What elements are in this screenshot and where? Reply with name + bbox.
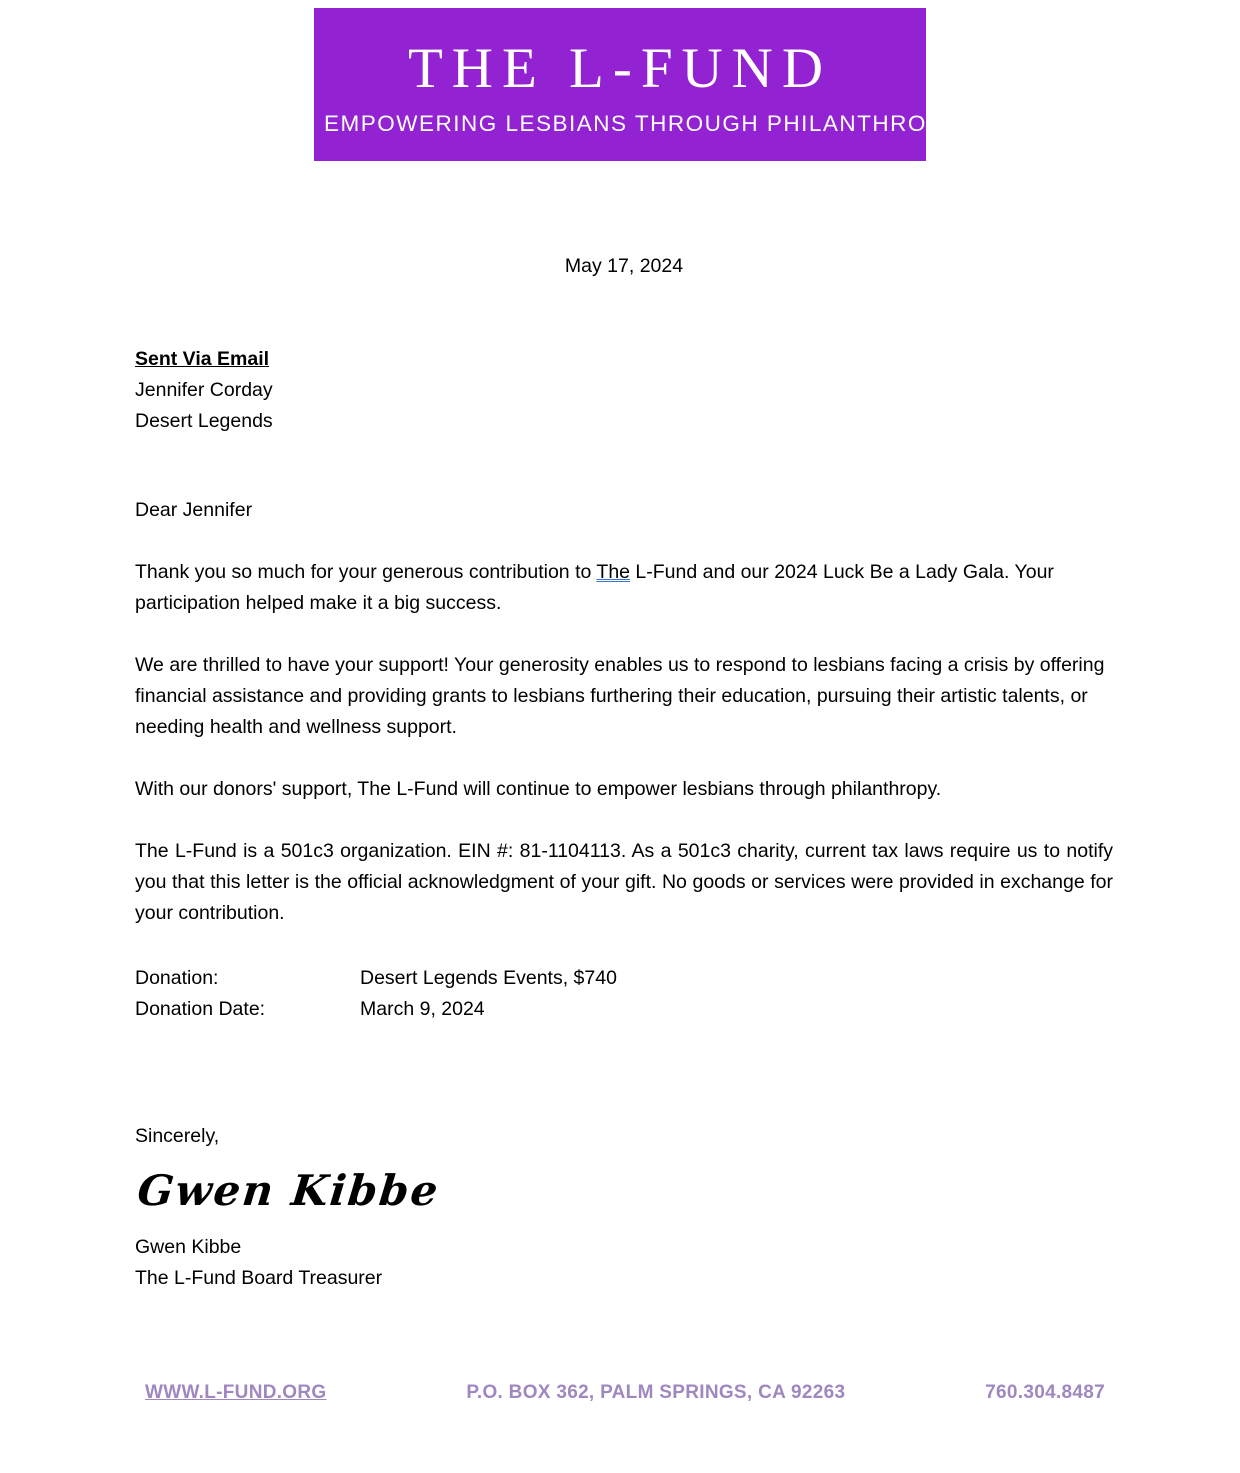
donation-date-label: Donation Date: [135, 998, 266, 1020]
signer-block [135, 1232, 1113, 1294]
recipient-name: Jennifer Corday [135, 379, 273, 401]
signer-title: The L-Fund Board Treasurer [135, 1267, 383, 1290]
donation-block [135, 963, 1113, 1025]
paragraph-support: We are thrilled to have your support! Your generosity enables us to respond to lesbians facing a crisis by offering financial assistance and providing grants to lesbians furthering their education, pursuing their artistic talents, or needing health and wellness support. [135, 654, 1105, 738]
paragraph-donors: With our donors' support, The L-Fund will continue to empower lesbians through philanthropy. [135, 778, 942, 800]
handwritten-signature: Gwen Kibbe [135, 1166, 443, 1215]
closing: Sincerely, [135, 1125, 220, 1147]
paragraph-thank-you [135, 557, 1113, 619]
salutation: Dear Jennifer [135, 499, 253, 521]
sent-via-email-label: Sent Via Email [135, 348, 270, 370]
donation-label: Donation: [135, 967, 219, 989]
org-banner [314, 8, 960, 161]
org-title: THE L-FUND [407, 37, 833, 100]
letter-body [0, 251, 1240, 1294]
recipient-block [135, 344, 1113, 437]
footer-address: P.O. BOX 362, PALM SPRINGS, CA 92263 [466, 1382, 846, 1403]
org-tagline: EMPOWERING LESBIANS THROUGH PHILANTHROPY [324, 111, 960, 136]
donation-value: Desert Legends Events, $740 [360, 967, 617, 989]
donation-row [135, 963, 1113, 994]
donation-date-row [135, 994, 1113, 1025]
footer [0, 1382, 1240, 1404]
recipient-org: Desert Legends [135, 410, 273, 432]
signer-name: Gwen Kibbe [135, 1236, 242, 1259]
paragraph-thank-you-pre: Thank you so much for your generous contribution to [135, 561, 597, 583]
donation-date-value: March 9, 2024 [360, 998, 485, 1020]
paragraph-tax-acknowledgment: The L-Fund is a 501c3 organization. EIN #: 81-1104113. As a 501c3 charity, current tax laws require us to notify you that this letter is the official acknowledgment of your gift. No goods or services were provided in exchange for your contribution. [135, 840, 1113, 924]
paragraph-thank-you-post: L-Fund and our 2024 Luck Be a Lady Gala. Your participation helped make it a big success. [135, 561, 1054, 614]
grammar-marked-word: The [596, 561, 631, 583]
footer-phone: 760.304.8487 [985, 1382, 1105, 1403]
letter-date: May 17, 2024 [564, 255, 684, 277]
website-link[interactable]: WWW.L-FUND.ORG [145, 1382, 327, 1403]
